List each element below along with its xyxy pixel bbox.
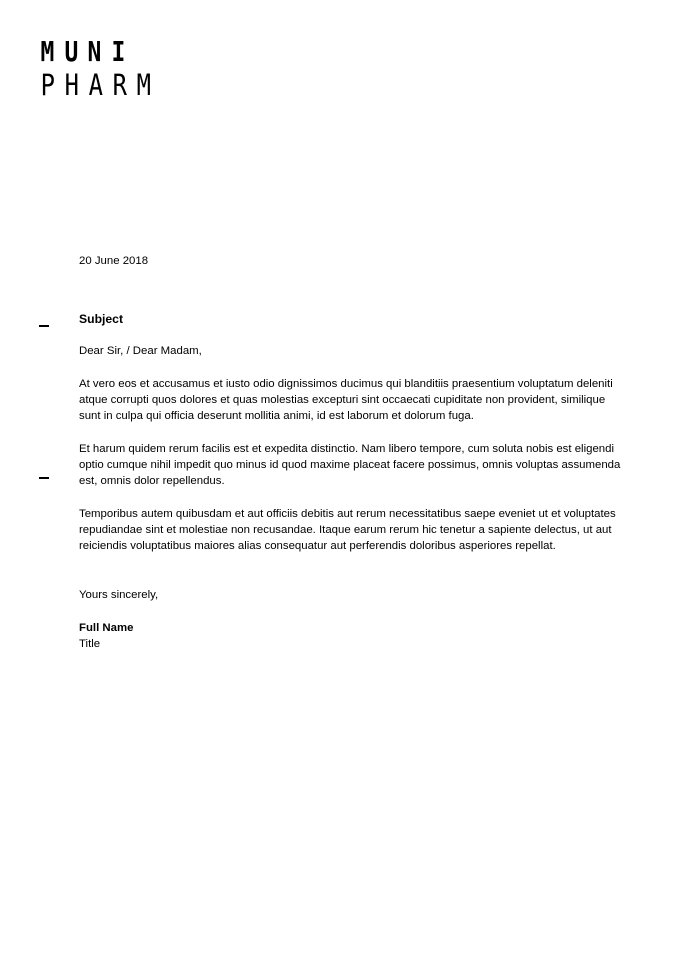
logo-letter: H	[64, 68, 79, 102]
letter-salutation: Dear Sir, / Dear Madam,	[79, 345, 202, 357]
logo-letter: A	[88, 68, 103, 102]
body-paragraph-3: Temporibus autem quibusdam et aut officiis debitis aut rerum necessitatibus saepe eveniet ut et voluptates repudiandae sint et molestiae non recusandae. Itaque earum rerum hic tenetur a sapiente delectus, ut aut reiciendis voluptatibus maiores alias consequatur aut perferendis doloribus asperiores repellat.	[79, 508, 616, 552]
logo-letter: N	[87, 34, 102, 68]
body-paragraph-1: At vero eos et accusamus et iusto odio dignissimos ducimus qui blanditiis praesentium voluptatum deleniti atque corrupti quos dolores et quas molestias excepturi sint occaecati cupiditate non provident, similique sunt in culpa qui officia deserunt mollitia animi, id est laborum et dolorum fuga.	[79, 378, 613, 422]
logo-letter: M	[136, 68, 151, 102]
fold-mark-lower	[39, 477, 49, 479]
logo-letter: U	[64, 34, 79, 68]
logo-letter: I	[111, 34, 126, 68]
logo-letter: M	[40, 34, 55, 68]
letter-closing: Yours sincerely,	[79, 589, 159, 601]
signer-title: Title	[79, 638, 101, 650]
signer-name: Full Name	[79, 622, 134, 634]
logo-letter: P	[40, 68, 55, 102]
logo-line-pharm	[39, 68, 152, 102]
logo-line-muni	[39, 34, 127, 68]
body-paragraph-2: Et harum quidem rerum facilis est et expedita distinctio. Nam libero tempore, cum soluta nobis est eligendi optio cumque nihil impedit quo minus id quod maxime placeat facere possimus, omnis voluptas assumenda est, omnis dolor repellendus.	[79, 443, 621, 487]
muni-pharm-logo	[39, 34, 159, 102]
fold-mark-upper	[39, 325, 49, 327]
letter-date: 20 June 2018	[79, 255, 149, 267]
logo-letter: R	[112, 68, 127, 102]
letter-subject: Subject	[79, 312, 124, 326]
